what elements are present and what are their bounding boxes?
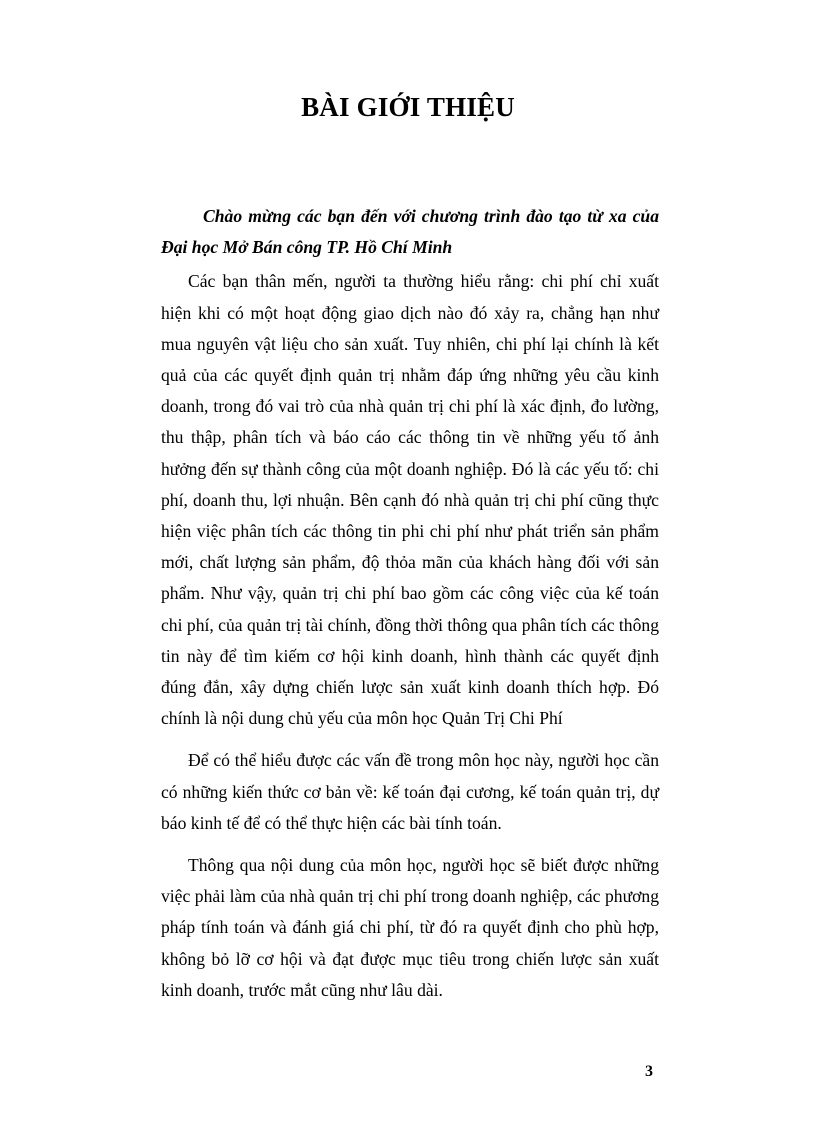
- body-text: [161, 201, 659, 1006]
- welcome-paragraph: Chào mừng các bạn đến với chương trình đào tạo từ xa của Đại học Mở Bán công TP. Hồ Chí Minh: [161, 206, 659, 258]
- page-number: 3: [645, 1063, 653, 1080]
- paragraph-intro: Các bạn thân mến, người ta thường hiểu rằng: chi phí chỉ xuất hiện khi có một hoạt động giao dịch nào đó xảy ra, chẳng hạn như mua nguyên vật liệu cho sản xuất. Tuy nhiên, chi phí lại chính là kết quả của các quyết định quản trị nhằm đáp ứng những yêu cầu kinh doanh, trong đó vai trò của nhà quản trị chi phí là xác định, đo lường, thu thập, phân tích và báo cáo các thông tin về những yếu tố ảnh hưởng đến sự thành công của một doanh nghiệp. Đó là các yếu tố: chi phí, doanh thu, lợi nhuận. Bên cạnh đó nhà quản trị chi phí cũng thực hiện việc phân tích các thông tin phi chi phí như phát triển sản phẩm mới, chất lượng sản phẩm, độ thỏa mãn của khách hàng đối với sản phẩm. Như vậy, quản trị chi phí bao gồm các công việc của kế toán chi phí, của quản trị tài chính, đồng thời thông qua phân tích các thông tin này để tìm kiếm cơ hội kinh doanh, hình thành các quyết định đúng đắn, xây dựng chiến lược sản xuất kinh doanh thích hợp. Đó chính là nội dung chủ yếu của môn học Quản Trị Chi Phí: [161, 271, 659, 729]
- paragraph-prerequisites: Để có thể hiểu được các vấn đề trong môn học này, người học cần có những kiến thức cơ bản về: kế toán đại cương, kế toán quản trị, dự báo kinh tế để có thể thực hiện các bài tính toán.: [161, 750, 659, 833]
- paragraph-outcomes: Thông qua nội dung của môn học, người học sẽ biết được những việc phải làm của nhà quản trị chi phí trong doanh nghiệp, các phương pháp tính toán và đánh giá chi phí, từ đó ra quyết định cho phù hợp, không bỏ lỡ cơ hội và đạt được mục tiêu trong chiến lược sản xuất kinh doanh, trước mắt cũng như lâu dài.: [161, 855, 659, 1000]
- page-title: BÀI GIỚI THIỆU: [301, 92, 515, 122]
